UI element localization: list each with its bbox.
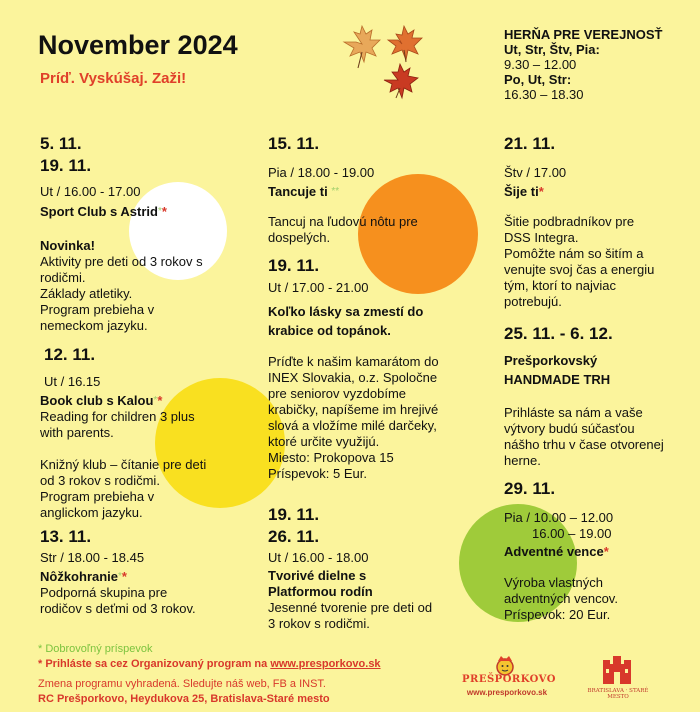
event-desc: rodičov s deťmi od 3 rokov. [40, 601, 196, 616]
event-name: Tancuje ti ** [268, 184, 340, 199]
event-desc: Príďte k našim kamarátom do [268, 354, 439, 369]
event-desc: Knižný klub – čítanie pre deti [40, 457, 207, 472]
hours-days-2: Po, Ut, Str: [504, 72, 572, 87]
event-date: 15. 11. [268, 134, 320, 153]
event-sije-ti [504, 133, 694, 310]
event-kolko-lasky [268, 255, 468, 482]
event-adventne-vence [504, 478, 694, 623]
footer-address: RC Prešporkovo, Heydukova 25, Bratislava-Staré mesto [38, 693, 330, 705]
event-desc: Jesenné tvorenie pre deti od [268, 600, 433, 615]
event-date: 12. 11. [44, 345, 96, 364]
hours-days-1: Ut, Str, Štv, Pia: [504, 42, 600, 57]
event-name: Nôžkohranie** [40, 569, 127, 584]
event-desc: tým, ktorí to najviac [504, 278, 616, 293]
event-handmade-trh [504, 323, 694, 469]
event-time: Štv / 17.00 [504, 165, 567, 180]
event-time: 16.00 – 19.00 [532, 526, 612, 541]
event-desc: Prihláste sa nám a vaše [504, 405, 643, 420]
footnote-register: * Prihláste sa cez Organizovaný program na www.presporkovo.sk [38, 658, 381, 670]
event-date: 13. 11. [40, 527, 92, 546]
event-name: Šije ti* [504, 184, 544, 199]
event-desc: Výroba vlastných [504, 575, 603, 590]
event-desc: Program prebieha v [40, 489, 155, 504]
bratislava-logo-text: BRATISLAVA · STARÉ MESTO [587, 688, 649, 700]
event-nozkohranie [40, 526, 240, 617]
page-title: November 2024 [38, 30, 238, 60]
event-time: Ut / 16.00 - 17.00 [40, 184, 141, 199]
event-book-club-body [40, 393, 230, 521]
event-name: Platformou rodín [268, 584, 373, 599]
event-desc: Pomôžte nám so šitím a [504, 246, 644, 261]
hours-heading: HERŇA PRE VEREJNOSŤ [504, 27, 663, 42]
hours-time-2: 16.30 – 18.30 [504, 87, 584, 102]
event-desc: adventných vencov. [504, 591, 618, 606]
website-link[interactable]: www.presporkovo.sk [270, 658, 381, 670]
event-desc: Podporná skupina pre [40, 585, 168, 600]
event-desc: Reading for children 3 plus [40, 409, 195, 424]
event-date: 25. 11. - 6. 12. [504, 324, 613, 343]
hours-time-1: 9.30 – 12.00 [504, 57, 577, 72]
event-name: HANDMADE TRH [504, 372, 611, 387]
event-desc: výtvory budú súčasťou [504, 421, 635, 436]
presporkovo-logo-text: PREŠPORKOVO [462, 674, 556, 685]
event-name: Prešporkovský [504, 353, 598, 368]
event-tvorive-dielne [268, 504, 468, 632]
event-time: Ut / 16.00 - 18.00 [268, 550, 369, 565]
event-time: Pia / 10.00 – 12.00 [504, 510, 614, 525]
event-time: Pia / 18.00 - 19.00 [268, 165, 375, 180]
event-name: Book club s Kalou** [40, 393, 163, 408]
event-desc: slová a vložíme milé darčeky, [268, 418, 437, 433]
opening-hours [504, 27, 694, 102]
event-desc: ktoré určite využijú. [268, 434, 380, 449]
event-desc: dospelých. [268, 230, 331, 245]
event-desc: 3 rokov s rodičmi. [268, 616, 370, 631]
event-date: 5. 11. [40, 134, 82, 153]
event-name: Tvorivé dielne s [268, 568, 367, 583]
event-desc: anglickom jazyku. [40, 505, 143, 520]
event-name: Adventné vence* [504, 544, 609, 559]
bratislava-stare-mesto-logo [578, 656, 658, 700]
event-book-club [44, 344, 234, 390]
event-desc: nášho trhu v čase otvorenej [504, 437, 664, 452]
event-desc: DSS Integra. [504, 230, 579, 245]
event-desc: Príspevok: 20 Eur. [504, 607, 611, 622]
castle-icon [600, 656, 634, 684]
event-desc: Miesto: Prokopova 15 [268, 450, 394, 465]
event-name: krabice od topánok. [268, 323, 391, 338]
footnote-voluntary: * Dobrovoľný príspevok [38, 643, 153, 655]
presporkovo-logo [462, 652, 556, 700]
event-desc: Aktivity pre deti od 3 rokov s [40, 254, 203, 269]
event-date: 19. 11. [40, 156, 92, 175]
event-desc: rodičmi. [40, 270, 86, 285]
event-desc: INEX Slovakia, o.z. Spoločne [268, 370, 438, 385]
event-sport-club [40, 133, 230, 334]
event-name: Sport Club s Astrid** [40, 204, 167, 219]
event-time: Ut / 17.00 - 21.00 [268, 280, 369, 295]
event-desc: krabičky, napíšeme im hrejivé [268, 402, 439, 417]
event-date: 26. 11. [268, 527, 320, 546]
novinka-label: Novinka! [40, 238, 95, 253]
event-desc: od 3 rokov s rodičmi. [40, 473, 160, 488]
event-desc: venujte svoj čas a energiu [504, 262, 655, 277]
footer [38, 642, 458, 707]
event-time: Str / 18.00 - 18.45 [40, 550, 145, 565]
footer-note: Zmena programu vyhradená. Sledujte náš web, FB a INST. [38, 678, 326, 690]
event-desc: potrebujú. [504, 294, 562, 309]
event-desc: pre seniorov vyzdobíme [268, 386, 407, 401]
event-desc: Program prebieha v [40, 302, 155, 317]
event-desc: Tancuj na ľudovú nôtu pre [268, 214, 418, 229]
event-date: 21. 11. [504, 134, 556, 153]
event-desc: Šitie podbradníkov pre [504, 214, 635, 229]
event-desc: nemeckom jazyku. [40, 318, 148, 333]
event-name: Koľko lásky sa zmestí do [268, 304, 424, 319]
event-desc: Príspevok: 5 Eur. [268, 466, 367, 481]
crown-face-icon [494, 654, 516, 676]
event-desc: Základy atletiky. [40, 286, 133, 301]
event-time: Ut / 16.15 [44, 374, 101, 389]
page-subtitle: Príď. Vyskúšaj. Zaži! [40, 70, 187, 87]
event-desc: herne. [504, 453, 541, 468]
event-tancuje-ti [268, 133, 468, 246]
presporkovo-logo-url: www.presporkovo.sk [466, 688, 548, 697]
event-date: 19. 11. [268, 256, 320, 275]
autumn-leaves-icon [336, 22, 432, 104]
event-date: 19. 11. [268, 505, 320, 524]
event-desc-spacer [40, 441, 230, 457]
event-date: 29. 11. [504, 479, 556, 498]
event-desc: with parents. [40, 425, 114, 440]
